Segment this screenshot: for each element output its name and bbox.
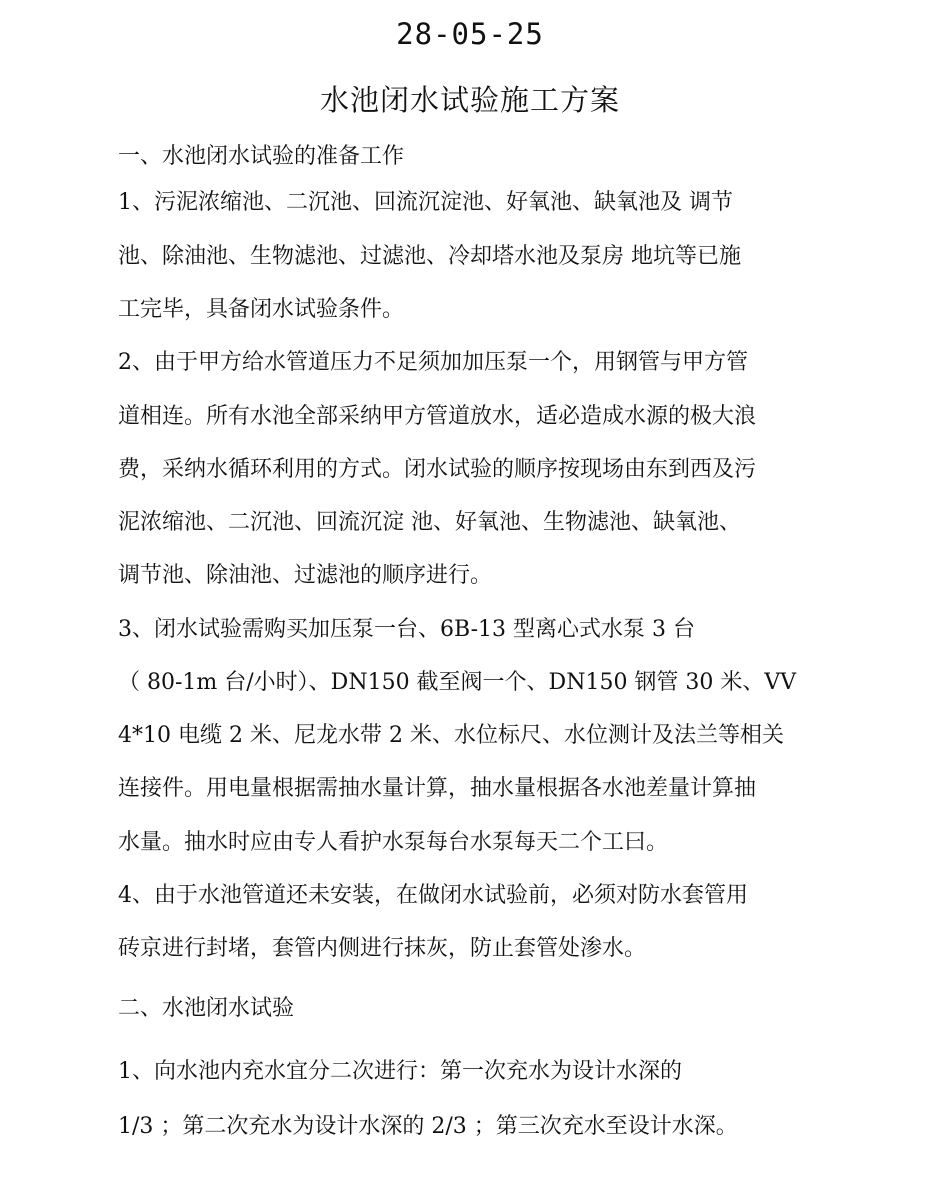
paragraph-line: 工完毕，具备闭水试验条件。 bbox=[118, 297, 405, 322]
document-date: 28-05-25 bbox=[396, 17, 544, 51]
paragraph-line: 水量。抽水时应由专人看护水泵每台水泵每天二个工曰。 bbox=[118, 830, 669, 855]
paragraph-line: 4、由于水池管道还未安装，在做闭水试验前，必须对防水套管用 bbox=[118, 883, 748, 908]
section-heading-closed-water-test: 二、水池闭水试验 bbox=[118, 996, 295, 1021]
paragraph-line: 1、污泥浓缩池、二沉池、回流沉淀池、好氧池、缺氧池及 调节 bbox=[118, 190, 733, 215]
paragraph-line: 2、由于甲方给水管道压力不足须加加压泵一个，用钢管与甲方管 bbox=[118, 350, 748, 375]
paragraph-line: 1、向水池内充水宜分二次进行：第一次充水为设计水深的 bbox=[118, 1059, 682, 1084]
paragraph-line: 费，采纳水循环利用的方式。闭水试验的顺序按现场由东到西及污 bbox=[118, 457, 757, 482]
paragraph-line: 砖京进行封堵，套管内侧进行抹灰，防止套管处渗水。 bbox=[118, 936, 647, 961]
paragraph-line: （ 80-1m 台/小时）、DN150 截至阀一个、DN150 钢管 30 米、VV bbox=[118, 670, 797, 695]
section-heading-preparation: 一、水池闭水试验的准备工作 bbox=[118, 144, 405, 169]
paragraph-line: 3、闭水试验需购买加压泵一台、6B-13 型离心式水泵 3 台 bbox=[118, 617, 695, 642]
document-title: 水池闭水试验施工方案 bbox=[319, 83, 620, 117]
paragraph-line: 连接件。用电量根据需抽水量计算，抽水量根据各水池差量计算抽 bbox=[118, 776, 757, 801]
paragraph-line: 调节池、除油池、过滤池的顺序进行。 bbox=[118, 563, 493, 588]
paragraph-line: 池、除油池、生物滤池、过滤池、冷却塔水池及泵房 地坑等已施 bbox=[118, 244, 741, 269]
paragraph-line: 泥浓缩池、二沉池、回流沉淀 池、好氧池、生物滤池、缺氧池、 bbox=[118, 510, 741, 535]
paragraph-line: 道相连。所有水池全部采纳甲方管道放水，适必造成水源的极大浪 bbox=[118, 404, 757, 429]
paragraph-line: 1/3 ；第二次充水为设计水深的 2/3 ；第三次充水至设计水深。 bbox=[118, 1114, 738, 1139]
paragraph-line: 4*10 电缆 2 米、尼龙水带 2 米、水位标尺、水位测计及法兰等相关 bbox=[118, 723, 784, 748]
